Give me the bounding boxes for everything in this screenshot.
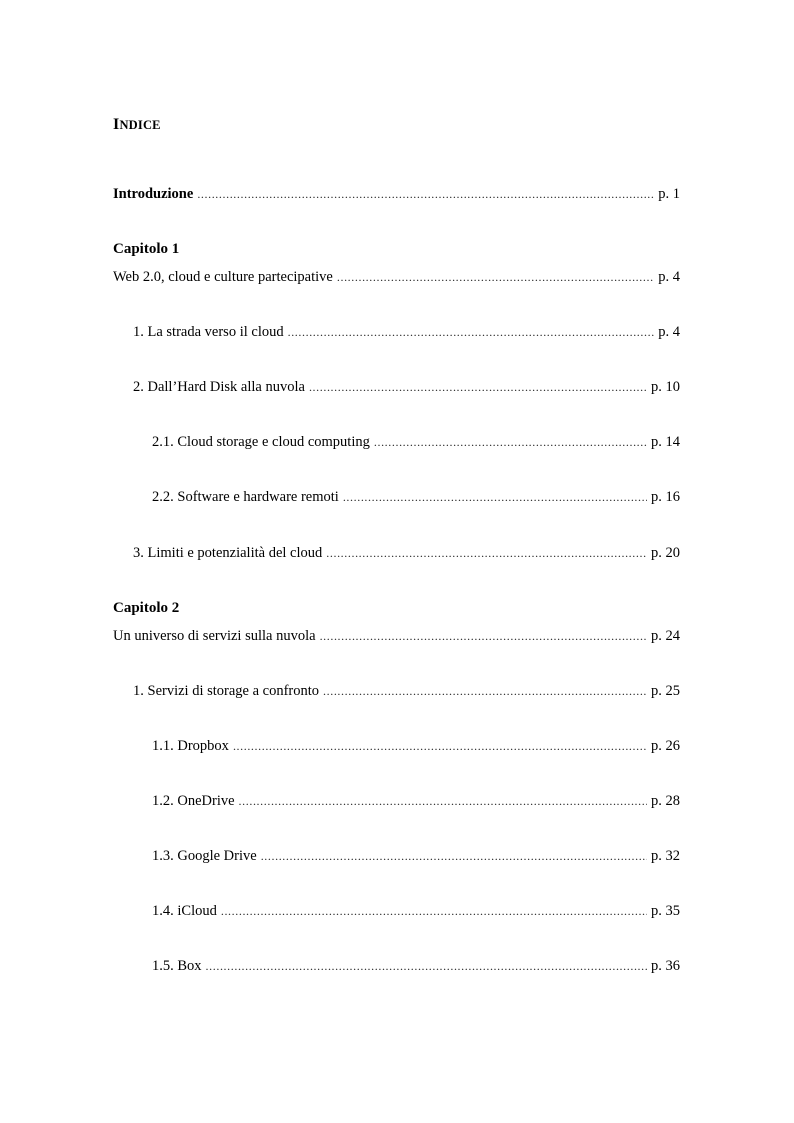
dot-leader: [221, 904, 647, 919]
toc-entry-label: 1.5. Box: [152, 958, 202, 974]
toc-page-number: p. 28: [651, 793, 680, 809]
toc-entry-chapter-1-title[interactable]: [113, 269, 680, 287]
toc-page-number: p. 35: [651, 903, 680, 919]
toc-page-number: p. 20: [651, 545, 680, 561]
toc-entry[interactable]: [152, 958, 680, 976]
toc-page-number: p. 24: [651, 628, 680, 644]
toc-entry-label: Web 2.0, cloud e culture partecipative: [113, 269, 333, 285]
toc-entry-label: 2. Dall’Hard Disk alla nuvola: [133, 379, 305, 395]
dot-leader: [206, 959, 647, 974]
dot-leader: [326, 546, 647, 561]
dot-leader: [320, 629, 647, 644]
toc-entry[interactable]: [133, 545, 680, 563]
toc-page-number: p. 26: [651, 738, 680, 754]
toc-entry-label: 2.2. Software e hardware remoti: [152, 489, 339, 505]
index-title-rest: NDICE: [119, 118, 161, 132]
chapter-heading-1: Capitolo 1: [113, 241, 180, 257]
toc-page-number: p. 36: [651, 958, 680, 974]
toc-entry-label: 1.4. iCloud: [152, 903, 217, 919]
chapter-heading-2: Capitolo 2: [113, 600, 180, 616]
toc-entry-label: Un universo di servizi sulla nuvola: [113, 628, 316, 644]
toc-entry-chapter-2-title[interactable]: [113, 628, 680, 646]
toc-page-number: p. 32: [651, 848, 680, 864]
toc-entry-label: 1. Servizi di storage a confronto: [133, 683, 320, 699]
toc-entry[interactable]: [133, 324, 680, 342]
dot-leader: [261, 849, 647, 864]
toc-entry-label: 1.1. Dropbox: [152, 738, 229, 754]
toc-entry[interactable]: [133, 379, 680, 397]
toc-page-number: p. 4: [658, 269, 680, 285]
toc-entry-label: 1. La strada verso il cloud: [133, 324, 284, 340]
toc-entry-label: 2.1. Cloud storage e cloud computing: [152, 434, 370, 450]
dot-leader: [288, 325, 655, 340]
toc-page-number: p. 25: [651, 683, 680, 699]
dot-leader: [309, 380, 647, 395]
toc-entry[interactable]: [152, 793, 680, 811]
toc-entry-label: Introduzione: [113, 186, 194, 202]
toc-entry-introduzione[interactable]: [113, 186, 680, 204]
dot-leader: [374, 435, 647, 450]
dot-leader: [323, 684, 647, 699]
toc-entry[interactable]: [152, 489, 680, 507]
dot-leader: [343, 490, 647, 505]
toc-entry[interactable]: [152, 903, 680, 921]
toc-page-number: p. 14: [651, 434, 680, 450]
toc-page-number: p. 10: [651, 379, 680, 395]
dot-leader: [337, 270, 654, 285]
index-title-initial: I: [113, 116, 120, 133]
toc-entry-label: 3. Limiti e potenzialità del cloud: [133, 545, 323, 561]
dot-leader: [233, 739, 647, 754]
toc-entry-label: 1.2. OneDrive: [152, 793, 235, 809]
toc-entry[interactable]: [152, 848, 680, 866]
toc-entry[interactable]: [133, 683, 680, 701]
toc-entry-label: 1.3. Google Drive: [152, 848, 257, 864]
toc-page-number: p. 16: [651, 489, 680, 505]
toc-page-number: p. 4: [658, 324, 680, 340]
toc-entry[interactable]: [152, 738, 680, 756]
dot-leader: [239, 794, 647, 809]
dot-leader: [197, 187, 654, 202]
toc-page-number: p. 1: [658, 186, 680, 202]
index-title: [113, 116, 161, 134]
toc-entry[interactable]: [152, 434, 680, 452]
